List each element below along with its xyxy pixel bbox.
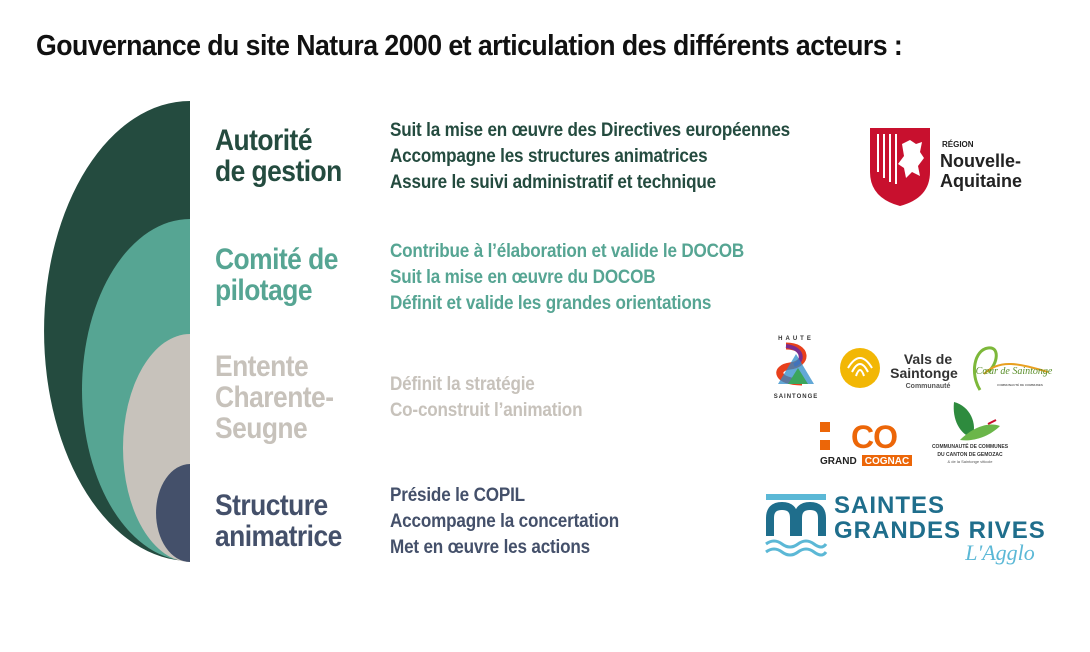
heading-line: Structure (215, 489, 328, 522)
svg-text:COMMUNAUTÉ DE COMMUNES: COMMUNAUTÉ DE COMMUNES (997, 383, 1043, 387)
svg-text:GRANDES RIVES: GRANDES RIVES (834, 517, 1046, 544)
svg-text:Vals de: Vals de (903, 351, 953, 367)
heading-comite (215, 244, 338, 306)
svg-text:L'Agglo: L'Agglo (965, 540, 1035, 565)
svg-text:CO: CO (851, 419, 897, 455)
desc-line: Définit la stratégie (390, 374, 535, 395)
desc-line: Accompagne les structures animatrices (390, 146, 708, 167)
heading-line: Comité de (215, 243, 338, 276)
heading-structure (215, 490, 342, 552)
svg-text:Aquitaine: Aquitaine (940, 171, 1023, 191)
heading-line: Charente- (215, 381, 334, 414)
heading-line: pilotage (215, 274, 312, 307)
svg-text:COGNAC: COGNAC (864, 456, 910, 467)
desc-structure (390, 483, 619, 561)
heading-line: de gestion (215, 155, 342, 188)
heading-autorite (215, 125, 342, 187)
heading-line: Seugne (215, 412, 308, 445)
svg-text:& de la Saintonge viticole: & de la Saintonge viticole (947, 459, 993, 464)
desc-line: Contribue à l’élaboration et valide le DOCOB (390, 241, 745, 262)
svg-text:HAUTE: HAUTE (778, 336, 814, 342)
heading-entente (215, 351, 333, 444)
gemozac-logo (930, 396, 1010, 468)
svg-text:RÉGION: RÉGION (942, 140, 974, 149)
svg-text:Communauté: Communauté (905, 383, 951, 390)
heading-line: Autorité (215, 124, 312, 157)
desc-line: Met en œuvre les actions (390, 537, 590, 558)
desc-line: Accompagne la concertation (390, 511, 620, 532)
desc-line: Préside le COPIL (390, 485, 525, 506)
page-title: Gouvernance du site Natura 2000 et articulation des différents acteurs : (36, 30, 903, 62)
heading-line: animatrice (215, 520, 342, 553)
grand-cognac-logo (816, 408, 920, 468)
desc-line: Définit et valide les grandes orientations (390, 293, 712, 314)
coeur-de-saintonge-logo (970, 344, 1054, 394)
haute-saintonge-logo (764, 332, 828, 402)
svg-text:COMMUNAUTÉ DE COMMUNES: COMMUNAUTÉ DE COMMUNES (931, 444, 1009, 450)
desc-line: Suit la mise en œuvre du DOCOB (390, 267, 656, 288)
saintes-grandes-rives-logo (764, 488, 1060, 568)
svg-text:Saintonge: Saintonge (890, 365, 958, 381)
heading-line: Entente (215, 350, 309, 383)
desc-comite (390, 239, 744, 317)
desc-line: Assure le suivi administratif et technique (390, 172, 716, 193)
svg-text:GRAND: GRAND (820, 456, 857, 467)
svg-text:DU CANTON DE GEMOZAC: DU CANTON DE GEMOZAC (937, 452, 1003, 458)
svg-text:Cœur de Saintonge: Cœur de Saintonge (975, 366, 1053, 377)
desc-autorite (390, 118, 790, 196)
desc-line: Suit la mise en œuvre des Directives européennes (390, 120, 791, 141)
nouvelle-aquitaine-logo (866, 122, 1046, 208)
svg-text:SAINTES: SAINTES (834, 492, 946, 519)
svg-text:SAINTONGE: SAINTONGE (773, 394, 819, 400)
svg-text:Nouvelle-: Nouvelle- (940, 151, 1022, 171)
vals-de-saintonge-logo (838, 344, 964, 394)
desc-entente (390, 372, 582, 424)
desc-line: Co-construit l’animation (390, 400, 583, 421)
